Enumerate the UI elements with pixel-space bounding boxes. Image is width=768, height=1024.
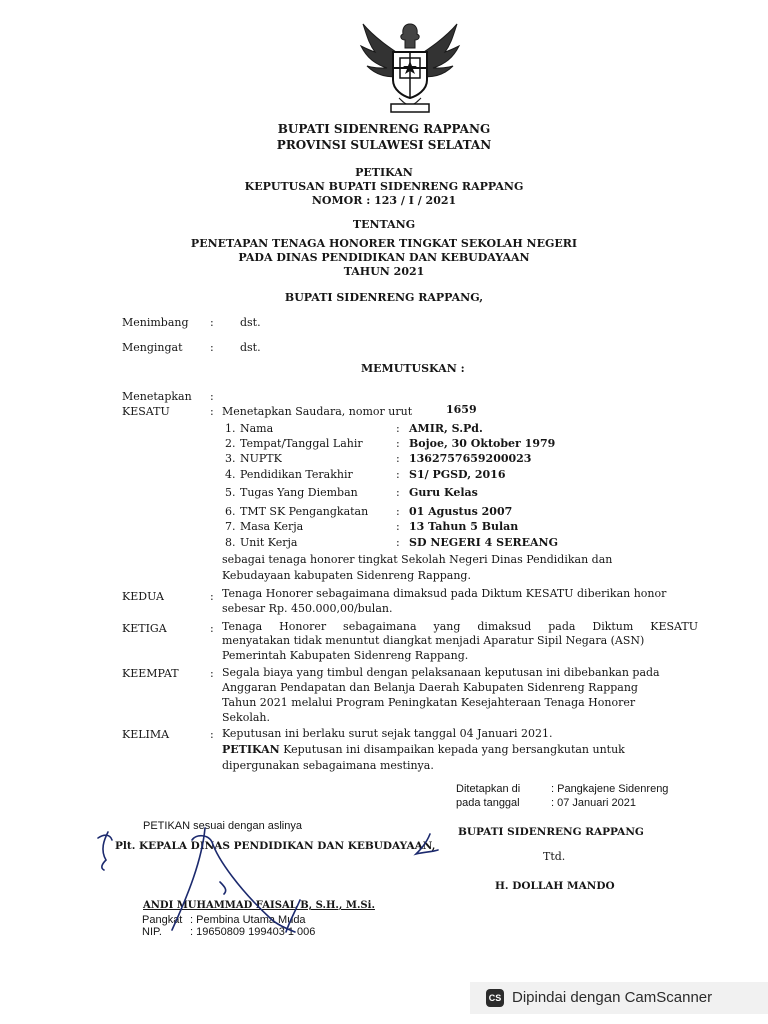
item-value: AMIR, S.Pd. xyxy=(409,422,483,435)
item-number: 6. xyxy=(225,505,236,518)
item-value: 13 Tahun 5 Bulan xyxy=(409,520,519,533)
item-value: Bojoe, 30 Oktober 1979 xyxy=(409,437,556,450)
kelima-line2 xyxy=(222,743,625,756)
item-value: 1362757659200023 xyxy=(409,452,532,465)
mengingat-value: dst. xyxy=(240,341,261,354)
title-line3: TAHUN 2021 xyxy=(343,265,425,278)
item-label: TMT SK Pengangkatan xyxy=(240,505,369,518)
item-colon: : xyxy=(396,536,400,549)
item-number: 4. xyxy=(225,468,236,481)
item-label: Unit Kerja xyxy=(240,536,298,549)
item-value: Guru Kelas xyxy=(409,486,478,499)
tentang-heading: TENTANG xyxy=(352,218,416,231)
memutuskan-heading: MEMUTUSKAN : xyxy=(361,362,465,375)
camscanner-text: Dipindai dengan CamScanner xyxy=(512,989,713,1006)
item-number: 8. xyxy=(225,536,236,549)
item-colon: : xyxy=(396,505,400,518)
garuda-emblem-icon xyxy=(355,18,465,118)
item-number: 3. xyxy=(225,452,236,465)
keempat-label: KEEMPAT xyxy=(122,667,179,680)
kelima-line2-rest: Keputusan ini disampaikan kepada yang bersangkutan untuk xyxy=(283,743,625,756)
title-line2: PADA DINAS PENDIDIKAN DAN KEBUDAYAAN xyxy=(238,251,530,264)
item-value: S1/ PGSD, 2016 xyxy=(409,468,506,481)
tanggal-label: pada tanggal xyxy=(456,797,520,809)
menimbang-value: dst. xyxy=(240,316,261,329)
kesatu-closing-text1: sebagai tenaga honorer tingkat Sekolah Negeri Dinas Pendidikan dan xyxy=(222,553,613,566)
left-signer-name: ANDI MUHAMMAD FAISAL B, S.H., M.Si. xyxy=(143,900,375,911)
kelima-line1: Keputusan ini berlaku surut sejak tanggal 04 Januari 2021. xyxy=(222,727,553,740)
item-label: Masa Kerja xyxy=(240,520,304,533)
header-line1: BUPATI SIDENRENG RAPPANG xyxy=(277,122,491,136)
pangkat-label: Pangkat xyxy=(142,914,183,926)
ditetapkan-value: : Pangkajene Sidenreng xyxy=(551,783,669,795)
camscanner-logo-icon: CS xyxy=(486,989,504,1007)
keempat-colon: : xyxy=(210,667,214,680)
keempat-line4: Sekolah. xyxy=(222,711,270,724)
kelima-petikan-bold: PETIKAN xyxy=(222,743,280,756)
nomor-heading: NOMOR : 123 / I / 2021 xyxy=(311,194,457,207)
kedua-line2: sebesar Rp. 450.000,00/bulan. xyxy=(222,602,393,615)
kedua-label: KEDUA xyxy=(122,590,164,603)
item-label: Pendidikan Terakhir xyxy=(240,468,353,481)
nip-label: NIP. xyxy=(142,926,162,938)
kesatu-intro: Menetapkan Saudara, nomor urut xyxy=(222,405,413,418)
kelima-colon: : xyxy=(210,728,214,741)
kelima-line3: dipergunakan sebagaimana mestinya. xyxy=(222,759,434,772)
kesatu-label: KESATU xyxy=(122,405,170,418)
keempat-line2: Anggaran Pendapatan dan Belanja Daerah Kabupaten Sidenreng Rappang xyxy=(222,681,638,694)
keempat-line3: Tahun 2021 melalui Program Peningkatan Kesejahteraan Tenaga Honorer xyxy=(222,696,636,709)
nomor-urut: 1659 xyxy=(446,403,477,416)
kesatu-closing-line2: Kebudayaan kabupaten Sidenreng Rappang. xyxy=(222,569,471,582)
keputusan-heading: KEPUTUSAN BUPATI SIDENRENG RAPPANG xyxy=(244,180,524,193)
menimbang-colon: : xyxy=(210,316,214,329)
title-line1: PENETAPAN TENAGA HONORER TINGKAT SEKOLAH NEGERI xyxy=(190,237,578,250)
kelima-label: KELIMA xyxy=(122,728,170,741)
mengingat-label: Mengingat xyxy=(122,341,183,354)
tanggal-value: : 07 Januari 2021 xyxy=(551,797,637,809)
right-signer-title: BUPATI SIDENRENG RAPPANG xyxy=(458,826,644,838)
item-number: 5. xyxy=(225,486,236,499)
item-number: 7. xyxy=(225,520,236,533)
camscanner-watermark xyxy=(470,982,768,1014)
item-value: 01 Agustus 2007 xyxy=(409,505,513,518)
menetapkan-colon: : xyxy=(210,390,214,403)
item-label: NUPTK xyxy=(240,452,282,465)
menimbang-label: Menimbang xyxy=(122,316,189,329)
ketiga-label: KETIGA xyxy=(122,622,167,635)
kedua-line1: Tenaga Honorer sebagaimana dimaksud pada Diktum KESATU diberikan honor xyxy=(222,587,667,600)
bupati-heading: BUPATI SIDENRENG RAPPANG, xyxy=(284,291,484,304)
kedua-colon: : xyxy=(210,590,214,603)
item-colon: : xyxy=(396,437,400,450)
ditetapkan-label: Ditetapkan di xyxy=(456,783,521,795)
menetapkan-label: Menetapkan xyxy=(122,390,192,403)
item-number: 1. xyxy=(225,422,236,435)
right-signer-ttd: Ttd. xyxy=(543,850,566,863)
ketiga-line3: Pemerintah Kabupaten Sidenreng Rappang. xyxy=(222,649,469,662)
item-value: SD NEGERI 4 SEREANG xyxy=(409,536,558,549)
petikan-heading: PETIKAN xyxy=(355,166,413,179)
item-number: 2. xyxy=(225,437,236,450)
nip-value: : 19650809 199403 1 006 xyxy=(190,926,316,938)
ketiga-line2: menyatakan tidak menuntut diangkat menjadi Aparatur Sipil Negara (ASN) xyxy=(222,634,645,647)
item-colon: : xyxy=(396,486,400,499)
item-label: Tempat/Tanggal Lahir xyxy=(240,437,363,450)
keempat-line1: Segala biaya yang timbul dengan pelaksanaan keputusan ini dibebankan pada xyxy=(222,666,660,679)
right-signer-name: H. DOLLAH MANDO xyxy=(495,880,615,892)
ketiga-line1: Tenaga Honorer sebagaimana yang dimaksud pada Diktum KESATU xyxy=(222,620,698,633)
item-colon: : xyxy=(396,422,400,435)
handwritten-signature xyxy=(90,820,450,940)
mengingat-colon: : xyxy=(210,341,214,354)
item-colon: : xyxy=(396,520,400,533)
header-line2: PROVINSI SULAWESI SELATAN xyxy=(276,138,492,152)
kesatu-colon: : xyxy=(210,405,214,418)
kesatu-closing-line1 xyxy=(222,553,698,566)
left-signer-jabatan: Plt. KEPALA DINAS PENDIDIKAN DAN KEBUDAYAAN, xyxy=(115,840,436,852)
ketiga-colon: : xyxy=(210,622,214,635)
item-label: Nama xyxy=(240,422,274,435)
item-colon: : xyxy=(396,452,400,465)
petikan-sesuai: PETIKAN sesuai dengan aslinya xyxy=(143,820,302,832)
item-label: Tugas Yang Diemban xyxy=(240,486,358,499)
pangkat-value: : Pembina Utama Muda xyxy=(190,914,306,926)
item-colon: : xyxy=(396,468,400,481)
